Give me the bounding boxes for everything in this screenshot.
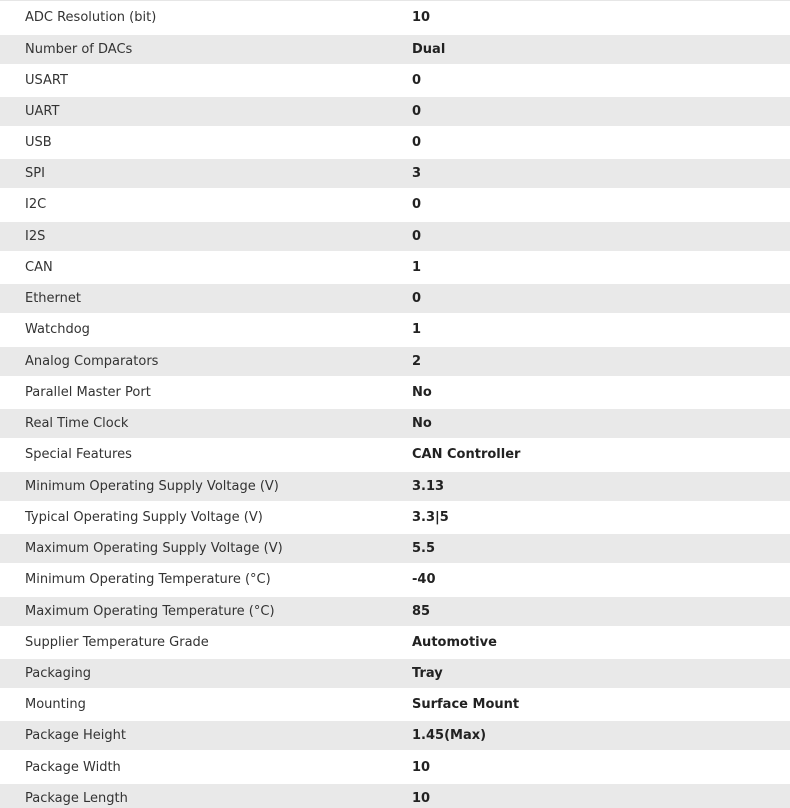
table-row [0,409,790,438]
spec-value: 10 [412,791,431,806]
spec-label: Mounting [25,697,86,712]
spec-label: Package Width [25,760,121,775]
spec-value: 5.5 [412,541,436,556]
spec-label: I2C [25,197,47,212]
table-row [0,690,790,719]
spec-value: Automotive [412,635,497,650]
table-row [0,253,790,282]
spec-label: Watchdog [25,322,90,337]
spec-label: USART [25,73,68,88]
spec-value: 1.45(Max) [412,728,487,743]
spec-value: 2 [412,354,422,369]
table-row [0,721,790,750]
table-row [0,66,790,95]
spec-label: Supplier Temperature Grade [25,635,209,650]
spec-label: Minimum Operating Temperature (°C) [25,572,271,587]
spec-label: Package Height [25,728,126,743]
table-top-border [0,0,790,1]
spec-value: 3.13 [412,479,445,494]
spec-value: -40 [412,572,436,587]
table-row [0,97,790,126]
table-row [0,378,790,407]
table-row [0,159,790,188]
spec-value: 0 [412,104,422,119]
spec-label: Typical Operating Supply Voltage (V) [25,510,263,525]
spec-value: Tray [412,666,443,681]
spec-value: 1 [412,322,422,337]
spec-label: Packaging [25,666,91,681]
spec-value: No [412,416,432,431]
spec-label: Analog Comparators [25,354,159,369]
table-row [0,3,790,32]
table-row [0,35,790,64]
spec-label: CAN [25,260,53,275]
spec-label: UART [25,104,60,119]
spec-value: 3 [412,166,422,181]
table-row [0,222,790,251]
spec-label: I2S [25,229,46,244]
spec-value: No [412,385,432,400]
table-row [0,534,790,563]
table-row [0,315,790,344]
spec-label: Maximum Operating Temperature (°C) [25,604,275,619]
spec-value: 0 [412,73,422,88]
table-row [0,284,790,313]
spec-value: CAN Controller [412,447,521,462]
spec-value: 0 [412,135,422,150]
spec-value: 10 [412,760,431,775]
spec-label: Minimum Operating Supply Voltage (V) [25,479,279,494]
table-row [0,128,790,157]
table-row [0,440,790,469]
spec-value: Surface Mount [412,697,520,712]
table-row [0,659,790,688]
spec-label: Special Features [25,447,132,462]
spec-value: 1 [412,260,422,275]
table-row [0,472,790,501]
table-row [0,347,790,376]
spec-label: Ethernet [25,291,81,306]
table-row [0,190,790,219]
spec-value: 0 [412,229,422,244]
table-row [0,784,790,808]
spec-label: ADC Resolution (bit) [25,10,157,25]
table-row [0,503,790,532]
spec-value: 10 [412,10,431,25]
spec-label: Number of DACs [25,42,133,57]
spec-label: Maximum Operating Supply Voltage (V) [25,541,283,556]
spec-label: Real Time Clock [25,416,129,431]
spec-value: 0 [412,291,422,306]
spec-label: USB [25,135,52,150]
spec-value: 0 [412,197,422,212]
spec-value: 85 [412,604,431,619]
table-row [0,753,790,782]
spec-label: SPI [25,166,45,181]
spec-value: Dual [412,42,446,57]
spec-label: Package Length [25,791,128,806]
table-row [0,628,790,657]
table-row [0,597,790,626]
spec-label: Parallel Master Port [25,385,151,400]
table-row [0,565,790,594]
spec-value: 3.3|5 [412,510,449,525]
